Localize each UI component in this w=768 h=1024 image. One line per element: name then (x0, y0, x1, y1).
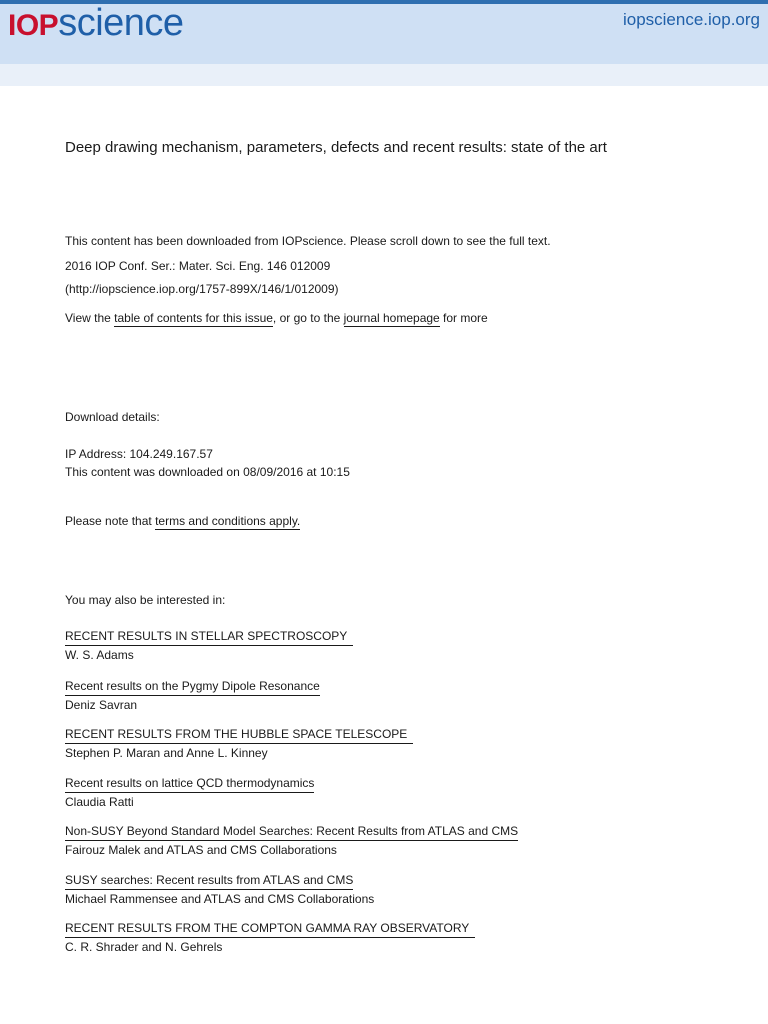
related-item-authors: Fairouz Malek and ATLAS and CMS Collaborations (65, 843, 337, 857)
citation: 2016 IOP Conf. Ser.: Mater. Sci. Eng. 146 012009 (65, 259, 331, 273)
site-url-link[interactable]: iopscience.iop.org (622, 10, 760, 29)
related-item-authors: Deniz Savran (65, 698, 138, 712)
view-line (65, 309, 551, 327)
download-info-block (65, 232, 551, 327)
related-item-title-link[interactable]: RECENT RESULTS IN STELLAR SPECTROSCOPY (65, 627, 353, 646)
downloaded-notice: This content has been downloaded from IOPscience. Please scroll down to see the full text. (65, 234, 551, 248)
ip-address: IP Address: 104.249.167.57 (65, 447, 213, 461)
related-item-authors: Stephen P. Maran and Anne L. Kinney (65, 746, 268, 760)
header-band (0, 64, 768, 86)
view-prefix: View the (65, 311, 115, 325)
terms-and-conditions-link[interactable]: terms and conditions apply. (155, 514, 301, 528)
doi-url: (http://iopscience.iop.org/1757-899X/146/1/012009) (65, 282, 339, 296)
logo-science-text: science (58, 2, 184, 44)
journal-homepage-link[interactable]: journal homepage (343, 311, 440, 325)
related-item (65, 627, 353, 664)
related-item-title-link[interactable]: Recent results on the Pygmy Dipole Resonance (65, 677, 320, 696)
terms-prefix: Please note that (65, 514, 156, 528)
related-item-title-link[interactable]: RECENT RESULTS FROM THE COMPTON GAMMA RAY OBSERVATORY (65, 919, 475, 938)
download-date: This content was downloaded on 08/09/2016 at 10:15 (65, 465, 350, 479)
related-item (65, 677, 320, 714)
logo-iop-text: IOP (8, 9, 59, 42)
related-item (65, 822, 518, 859)
related-item-title-link[interactable]: Recent results on lattice QCD thermodynamics (65, 774, 314, 793)
related-item (65, 774, 314, 811)
related-item-title-link[interactable]: RECENT RESULTS FROM THE HUBBLE SPACE TELESCOPE (65, 725, 413, 744)
related-item-authors: Michael Rammensee and ATLAS and CMS Collaborations (65, 892, 375, 906)
table-of-contents-link[interactable]: table of contents for this issue (114, 311, 273, 325)
related-item-title-link[interactable]: Non-SUSY Beyond Standard Model Searches: Recent Results from ATLAS and CMS (65, 822, 518, 841)
related-heading: You may also be interested in: (65, 593, 226, 607)
related-item-title-link[interactable]: SUSY searches: Recent results from ATLAS and CMS (65, 871, 353, 890)
related-item (65, 871, 374, 908)
related-item (65, 919, 475, 956)
related-item-authors: C. R. Shrader and N. Gehrels (65, 940, 223, 954)
terms-line (65, 512, 300, 530)
view-suffix: for more (439, 311, 488, 325)
related-item-authors: Claudia Ratti (65, 795, 134, 809)
related-item-authors: W. S. Adams (65, 648, 134, 662)
article-title: Deep drawing mechanism, parameters, defects and recent results: state of the art (65, 139, 607, 156)
view-middle: , or go to the (272, 311, 344, 325)
related-item (65, 725, 413, 762)
download-details-heading: Download details: (65, 410, 160, 424)
site-header (0, 4, 768, 64)
iopscience-logo[interactable] (8, 4, 184, 42)
